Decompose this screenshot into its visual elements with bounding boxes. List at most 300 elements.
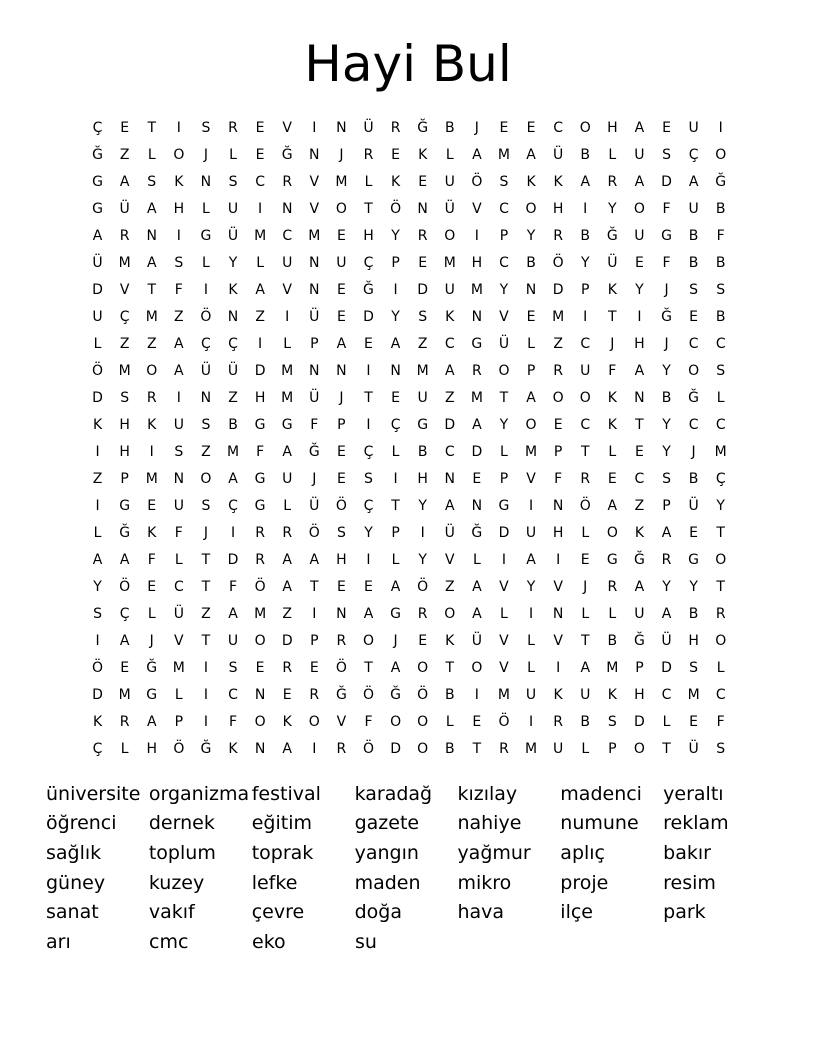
- grid-letter[interactable]: I: [366, 362, 371, 379]
- grid-letter[interactable]: O: [606, 524, 618, 541]
- grid-letter[interactable]: Z: [282, 605, 292, 622]
- grid-letter[interactable]: N: [309, 146, 320, 163]
- grid-letter[interactable]: N: [336, 119, 347, 136]
- grid-letter[interactable]: A: [580, 659, 591, 676]
- grid-letter[interactable]: I: [474, 227, 479, 244]
- grid-letter[interactable]: R: [282, 524, 293, 541]
- grid-letter[interactable]: Z: [174, 308, 184, 325]
- grid-letter[interactable]: I: [95, 497, 100, 514]
- grid-letter[interactable]: I: [501, 551, 507, 568]
- grid-letter[interactable]: V: [499, 632, 509, 649]
- grid-letter[interactable]: O: [633, 200, 645, 217]
- grid-letter[interactable]: Y: [391, 308, 400, 325]
- grid-letter[interactable]: N: [281, 200, 293, 217]
- grid-letter[interactable]: J: [149, 632, 154, 649]
- grid-letter[interactable]: D: [634, 713, 645, 730]
- grid-letter[interactable]: Y: [662, 578, 671, 595]
- grid-letter[interactable]: I: [556, 659, 561, 676]
- grid-letter[interactable]: A: [336, 335, 347, 352]
- grid-letter[interactable]: B: [444, 686, 455, 703]
- grid-letter[interactable]: T: [499, 389, 509, 406]
- grid-letter[interactable]: O: [335, 200, 347, 217]
- grid-letter[interactable]: R: [255, 524, 265, 541]
- grid-letter[interactable]: D: [92, 389, 103, 406]
- grid-letter[interactable]: E: [255, 659, 265, 676]
- grid-letter[interactable]: T: [391, 497, 400, 514]
- grid-letter[interactable]: B: [228, 416, 238, 433]
- grid-letter[interactable]: R: [553, 362, 563, 379]
- grid-letter[interactable]: C: [688, 416, 699, 433]
- grid-letter[interactable]: Y: [716, 497, 725, 514]
- grid-letter[interactable]: I: [312, 119, 317, 136]
- grid-letter[interactable]: M: [281, 389, 294, 406]
- grid-letter[interactable]: O: [633, 740, 645, 757]
- grid-letter[interactable]: A: [390, 335, 401, 352]
- grid-letter[interactable]: F: [716, 227, 725, 244]
- grid-letter[interactable]: L: [202, 200, 210, 217]
- grid-letter[interactable]: G: [390, 605, 401, 622]
- grid-letter[interactable]: D: [471, 443, 483, 460]
- grid-letter[interactable]: I: [176, 227, 181, 244]
- grid-letter[interactable]: L: [581, 740, 590, 757]
- grid-letter[interactable]: T: [635, 416, 644, 433]
- grid-letter[interactable]: K: [445, 632, 455, 649]
- grid-letter[interactable]: C: [444, 335, 455, 352]
- grid-letter[interactable]: U: [417, 389, 428, 406]
- grid-letter[interactable]: I: [556, 551, 561, 568]
- grid-letter[interactable]: A: [472, 605, 482, 622]
- grid-letter[interactable]: Ü: [471, 632, 482, 649]
- grid-letter[interactable]: B: [526, 254, 536, 271]
- grid-letter[interactable]: N: [471, 308, 483, 325]
- grid-letter[interactable]: T: [201, 551, 211, 568]
- grid-letter[interactable]: I: [258, 335, 263, 352]
- grid-letter[interactable]: M: [470, 281, 483, 298]
- grid-letter[interactable]: Y: [499, 416, 509, 433]
- grid-letter[interactable]: F: [256, 443, 265, 460]
- grid-letter[interactable]: H: [173, 200, 185, 217]
- grid-letter[interactable]: R: [607, 578, 618, 595]
- grid-letter[interactable]: E: [689, 713, 699, 730]
- grid-letter[interactable]: T: [364, 389, 373, 406]
- grid-letter[interactable]: B: [580, 227, 591, 244]
- grid-letter[interactable]: N: [254, 686, 266, 703]
- grid-letter[interactable]: U: [336, 254, 347, 271]
- grid-letter[interactable]: Ü: [607, 254, 618, 271]
- grid-letter[interactable]: E: [418, 254, 428, 271]
- grid-letter[interactable]: I: [176, 119, 181, 136]
- grid-letter[interactable]: I: [312, 605, 317, 622]
- grid-letter[interactable]: M: [254, 227, 267, 244]
- grid-letter[interactable]: J: [583, 578, 588, 595]
- grid-letter[interactable]: A: [634, 578, 645, 595]
- grid-letter[interactable]: V: [499, 308, 509, 325]
- grid-letter[interactable]: G: [200, 227, 212, 244]
- grid-letter[interactable]: L: [445, 713, 454, 730]
- grid-letter[interactable]: A: [255, 281, 265, 298]
- grid-letter[interactable]: L: [174, 686, 183, 703]
- grid-letter[interactable]: V: [472, 200, 482, 217]
- grid-letter[interactable]: U: [444, 173, 455, 190]
- grid-letter[interactable]: H: [119, 416, 130, 433]
- grid-letter[interactable]: C: [444, 443, 455, 460]
- grid-letter[interactable]: N: [417, 200, 428, 217]
- grid-letter[interactable]: U: [282, 254, 293, 271]
- grid-letter[interactable]: E: [689, 308, 699, 325]
- grid-letter[interactable]: I: [203, 713, 208, 730]
- grid-letter[interactable]: I: [203, 659, 208, 676]
- grid-letter[interactable]: D: [661, 659, 672, 676]
- grid-letter[interactable]: C: [634, 470, 645, 487]
- grid-letter[interactable]: G: [417, 416, 429, 433]
- grid-letter[interactable]: E: [418, 632, 428, 649]
- grid-letter[interactable]: T: [662, 740, 671, 757]
- grid-letter[interactable]: A: [390, 578, 401, 595]
- grid-letter[interactable]: A: [688, 173, 699, 190]
- grid-letter[interactable]: C: [580, 416, 591, 433]
- grid-letter[interactable]: Y: [526, 227, 536, 244]
- grid-letter[interactable]: Ğ: [390, 686, 401, 703]
- grid-letter[interactable]: T: [147, 281, 157, 298]
- grid-letter[interactable]: L: [581, 524, 590, 541]
- grid-letter[interactable]: E: [391, 389, 400, 406]
- grid-letter[interactable]: J: [664, 281, 669, 298]
- grid-letter[interactable]: Ğ: [661, 308, 672, 325]
- grid-letter[interactable]: V: [553, 632, 563, 649]
- grid-letter[interactable]: P: [391, 524, 400, 541]
- grid-letter[interactable]: I: [718, 119, 723, 136]
- grid-letter[interactable]: E: [607, 470, 617, 487]
- grid-letter[interactable]: Ğ: [633, 632, 645, 649]
- grid-letter[interactable]: B: [715, 308, 726, 325]
- grid-letter[interactable]: E: [282, 686, 292, 703]
- grid-letter[interactable]: Ö: [308, 524, 320, 541]
- grid-letter[interactable]: E: [499, 119, 509, 136]
- grid-letter[interactable]: V: [282, 281, 292, 298]
- grid-letter[interactable]: F: [554, 470, 563, 487]
- grid-letter[interactable]: P: [581, 281, 590, 298]
- grid-letter[interactable]: C: [715, 335, 726, 352]
- grid-letter[interactable]: Y: [418, 551, 427, 568]
- grid-letter[interactable]: E: [336, 470, 346, 487]
- grid-letter[interactable]: Ö: [362, 686, 374, 703]
- grid-letter[interactable]: A: [444, 362, 455, 379]
- grid-letter[interactable]: R: [309, 686, 320, 703]
- grid-letter[interactable]: O: [444, 227, 456, 244]
- grid-letter[interactable]: P: [553, 443, 563, 460]
- grid-letter[interactable]: B: [444, 119, 455, 136]
- grid-letter[interactable]: A: [363, 605, 374, 622]
- grid-letter[interactable]: J: [474, 119, 479, 136]
- grid-letter[interactable]: N: [552, 605, 564, 622]
- grid-letter[interactable]: L: [662, 713, 671, 730]
- grid-letter[interactable]: U: [634, 146, 645, 163]
- grid-letter[interactable]: U: [227, 200, 239, 217]
- grid-letter[interactable]: R: [607, 173, 618, 190]
- grid-letter[interactable]: F: [147, 551, 156, 568]
- grid-letter[interactable]: F: [174, 524, 183, 541]
- grid-letter[interactable]: S: [228, 173, 238, 190]
- grid-letter[interactable]: Ö: [92, 659, 104, 676]
- grid-letter[interactable]: Ü: [498, 335, 510, 352]
- grid-letter[interactable]: V: [553, 578, 563, 595]
- grid-letter[interactable]: I: [258, 200, 263, 217]
- grid-letter[interactable]: T: [716, 524, 725, 541]
- grid-letter[interactable]: S: [662, 470, 671, 487]
- grid-letter[interactable]: J: [691, 443, 696, 460]
- grid-letter[interactable]: Ğ: [119, 524, 131, 541]
- grid-letter[interactable]: J: [339, 146, 344, 163]
- grid-letter[interactable]: Ü: [553, 146, 564, 163]
- grid-letter[interactable]: S: [662, 146, 671, 163]
- grid-letter[interactable]: N: [146, 227, 157, 244]
- grid-letter[interactable]: K: [607, 686, 617, 703]
- grid-letter[interactable]: M: [606, 659, 619, 676]
- grid-letter[interactable]: L: [445, 146, 454, 163]
- grid-letter[interactable]: A: [526, 389, 536, 406]
- grid-letter[interactable]: L: [716, 659, 725, 676]
- grid-letter[interactable]: L: [608, 146, 617, 163]
- grid-letter[interactable]: L: [527, 335, 535, 352]
- grid-letter[interactable]: E: [662, 119, 671, 136]
- grid-letter[interactable]: R: [390, 119, 401, 136]
- grid-letter[interactable]: K: [553, 173, 563, 190]
- grid-letter[interactable]: F: [662, 254, 671, 271]
- grid-letter[interactable]: S: [716, 281, 726, 298]
- grid-letter[interactable]: L: [391, 551, 400, 568]
- grid-letter[interactable]: Ö: [471, 173, 483, 190]
- grid-letter[interactable]: Ü: [444, 200, 455, 217]
- grid-letter[interactable]: A: [390, 659, 401, 676]
- grid-letter[interactable]: C: [715, 686, 726, 703]
- grid-letter[interactable]: Ç: [228, 497, 238, 514]
- grid-letter[interactable]: E: [255, 146, 265, 163]
- grid-letter[interactable]: S: [93, 605, 102, 622]
- grid-letter[interactable]: E: [391, 146, 400, 163]
- grid-letter[interactable]: K: [147, 524, 157, 541]
- grid-letter[interactable]: Ö: [92, 362, 104, 379]
- grid-letter[interactable]: Ö: [417, 686, 429, 703]
- grid-letter[interactable]: C: [553, 119, 564, 136]
- grid-letter[interactable]: N: [309, 362, 320, 379]
- grid-letter[interactable]: A: [634, 362, 645, 379]
- grid-letter[interactable]: H: [607, 119, 618, 136]
- grid-letter[interactable]: Ü: [688, 740, 699, 757]
- grid-letter[interactable]: E: [364, 578, 373, 595]
- grid-letter[interactable]: O: [254, 632, 266, 649]
- grid-letter[interactable]: B: [715, 254, 726, 271]
- grid-letter[interactable]: N: [200, 173, 212, 190]
- grid-letter[interactable]: K: [92, 416, 103, 433]
- grid-letter[interactable]: K: [607, 416, 617, 433]
- grid-letter[interactable]: N: [173, 470, 185, 487]
- grid-letter[interactable]: L: [500, 443, 508, 460]
- grid-letter[interactable]: A: [228, 605, 238, 622]
- grid-letter[interactable]: Ğ: [606, 227, 618, 244]
- grid-letter[interactable]: O: [525, 200, 537, 217]
- grid-letter[interactable]: F: [662, 200, 671, 217]
- grid-letter[interactable]: H: [336, 551, 347, 568]
- grid-letter[interactable]: O: [471, 659, 483, 676]
- grid-letter[interactable]: S: [499, 173, 509, 190]
- grid-letter[interactable]: A: [119, 632, 130, 649]
- grid-letter[interactable]: I: [528, 713, 534, 730]
- grid-letter[interactable]: I: [583, 308, 588, 325]
- grid-letter[interactable]: Ö: [579, 497, 591, 514]
- grid-letter[interactable]: Y: [364, 524, 373, 541]
- grid-letter[interactable]: L: [147, 605, 156, 622]
- grid-letter[interactable]: Z: [255, 308, 265, 325]
- grid-letter[interactable]: A: [92, 551, 103, 568]
- grid-letter[interactable]: S: [201, 119, 211, 136]
- grid-letter[interactable]: I: [95, 443, 100, 460]
- grid-letter[interactable]: A: [282, 740, 292, 757]
- grid-letter[interactable]: I: [230, 524, 236, 541]
- grid-letter[interactable]: U: [282, 470, 293, 487]
- grid-letter[interactable]: U: [634, 227, 645, 244]
- grid-letter[interactable]: G: [92, 200, 103, 217]
- grid-letter[interactable]: Ü: [444, 524, 455, 541]
- grid-letter[interactable]: L: [93, 524, 102, 541]
- grid-letter[interactable]: Ç: [119, 308, 130, 325]
- grid-letter[interactable]: P: [499, 470, 509, 487]
- grid-letter[interactable]: A: [174, 335, 184, 352]
- grid-letter[interactable]: D: [281, 632, 293, 649]
- grid-letter[interactable]: Z: [444, 389, 455, 406]
- grid-letter[interactable]: Z: [92, 470, 103, 487]
- grid-letter[interactable]: B: [417, 443, 428, 460]
- grid-letter[interactable]: E: [526, 308, 536, 325]
- grid-letter[interactable]: H: [254, 389, 266, 406]
- grid-letter[interactable]: P: [635, 659, 644, 676]
- grid-letter[interactable]: N: [471, 497, 483, 514]
- grid-letter[interactable]: T: [147, 119, 157, 136]
- grid-letter[interactable]: S: [174, 254, 184, 271]
- grid-letter[interactable]: Ğ: [281, 146, 293, 163]
- grid-letter[interactable]: G: [254, 470, 266, 487]
- grid-letter[interactable]: F: [228, 578, 238, 595]
- grid-letter[interactable]: N: [444, 470, 455, 487]
- grid-letter[interactable]: F: [716, 713, 725, 730]
- grid-letter[interactable]: N: [336, 362, 347, 379]
- grid-letter[interactable]: Ğ: [715, 173, 727, 190]
- grid-letter[interactable]: L: [93, 335, 102, 352]
- grid-letter[interactable]: J: [203, 146, 208, 163]
- grid-letter[interactable]: O: [715, 632, 727, 649]
- grid-letter[interactable]: C: [499, 200, 509, 217]
- grid-letter[interactable]: E: [336, 308, 346, 325]
- grid-letter[interactable]: Ö: [552, 254, 564, 271]
- grid-letter[interactable]: M: [525, 740, 538, 757]
- grid-letter[interactable]: Y: [418, 497, 427, 514]
- grid-letter[interactable]: M: [145, 470, 158, 487]
- grid-letter[interactable]: R: [580, 470, 591, 487]
- grid-letter[interactable]: F: [364, 713, 373, 730]
- grid-letter[interactable]: E: [364, 335, 373, 352]
- grid-letter[interactable]: L: [581, 605, 590, 622]
- grid-letter[interactable]: D: [498, 524, 510, 541]
- grid-letter[interactable]: L: [608, 443, 617, 460]
- grid-letter[interactable]: C: [715, 416, 726, 433]
- grid-letter[interactable]: J: [203, 524, 208, 541]
- grid-letter[interactable]: E: [689, 524, 699, 541]
- grid-letter[interactable]: Ç: [228, 335, 238, 352]
- grid-letter[interactable]: Y: [93, 578, 102, 595]
- grid-letter[interactable]: S: [201, 416, 211, 433]
- grid-letter[interactable]: I: [203, 686, 208, 703]
- grid-letter[interactable]: O: [417, 713, 429, 730]
- grid-letter[interactable]: U: [688, 200, 699, 217]
- grid-letter[interactable]: M: [335, 173, 348, 190]
- grid-letter[interactable]: K: [92, 713, 103, 730]
- grid-letter[interactable]: K: [390, 173, 401, 190]
- grid-letter[interactable]: A: [309, 551, 320, 568]
- grid-letter[interactable]: R: [417, 227, 428, 244]
- grid-letter[interactable]: K: [634, 524, 645, 541]
- grid-letter[interactable]: D: [92, 686, 103, 703]
- grid-letter[interactable]: E: [336, 227, 346, 244]
- grid-letter[interactable]: G: [146, 686, 158, 703]
- grid-letter[interactable]: Ö: [119, 578, 131, 595]
- grid-letter[interactable]: M: [308, 227, 321, 244]
- grid-letter[interactable]: Y: [580, 254, 590, 271]
- grid-letter[interactable]: M: [552, 308, 565, 325]
- grid-letter[interactable]: H: [471, 254, 483, 271]
- grid-letter[interactable]: P: [337, 416, 346, 433]
- grid-letter[interactable]: A: [580, 173, 591, 190]
- grid-letter[interactable]: N: [336, 605, 347, 622]
- grid-letter[interactable]: S: [364, 470, 373, 487]
- grid-letter[interactable]: S: [607, 713, 617, 730]
- grid-letter[interactable]: Ç: [92, 119, 103, 136]
- grid-letter[interactable]: E: [526, 119, 536, 136]
- grid-letter[interactable]: Z: [119, 335, 130, 352]
- grid-letter[interactable]: O: [715, 146, 727, 163]
- grid-letter[interactable]: Ğ: [308, 443, 320, 460]
- grid-letter[interactable]: O: [308, 713, 320, 730]
- grid-letter[interactable]: B: [661, 389, 672, 406]
- grid-letter[interactable]: H: [634, 335, 645, 352]
- grid-letter[interactable]: L: [527, 632, 535, 649]
- grid-letter[interactable]: I: [393, 470, 398, 487]
- grid-letter[interactable]: L: [283, 497, 292, 514]
- grid-letter[interactable]: Ç: [363, 443, 374, 460]
- grid-letter[interactable]: Z: [444, 578, 455, 595]
- grid-letter[interactable]: V: [336, 713, 347, 730]
- grid-letter[interactable]: B: [580, 146, 591, 163]
- grid-letter[interactable]: G: [606, 551, 618, 568]
- grid-letter[interactable]: Y: [228, 254, 238, 271]
- grid-letter[interactable]: L: [500, 605, 508, 622]
- grid-letter[interactable]: P: [526, 362, 536, 379]
- grid-letter[interactable]: Ğ: [417, 119, 429, 136]
- grid-letter[interactable]: R: [119, 227, 130, 244]
- grid-letter[interactable]: I: [203, 281, 208, 298]
- grid-letter[interactable]: L: [202, 254, 210, 271]
- grid-letter[interactable]: Z: [146, 335, 157, 352]
- grid-letter[interactable]: I: [149, 443, 154, 460]
- grid-letter[interactable]: T: [580, 632, 590, 649]
- grid-letter[interactable]: U: [580, 686, 591, 703]
- grid-letter[interactable]: K: [418, 146, 428, 163]
- grid-letter[interactable]: I: [176, 389, 181, 406]
- grid-letter[interactable]: V: [119, 281, 130, 298]
- grid-letter[interactable]: T: [580, 443, 590, 460]
- grid-letter[interactable]: Ö: [362, 740, 374, 757]
- grid-letter[interactable]: S: [716, 362, 726, 379]
- grid-letter[interactable]: I: [637, 308, 642, 325]
- grid-letter[interactable]: S: [716, 740, 726, 757]
